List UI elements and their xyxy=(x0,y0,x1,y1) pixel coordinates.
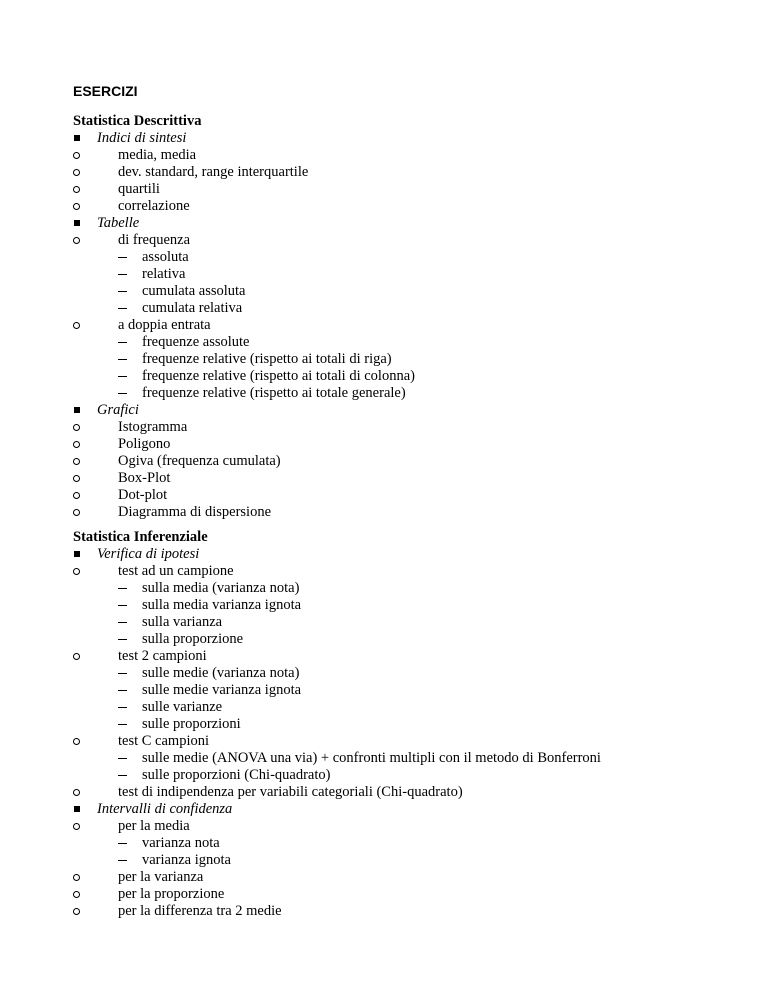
dash-bullet-icon xyxy=(118,750,130,767)
detail-row xyxy=(73,300,415,317)
topic-row xyxy=(73,546,601,563)
detail-item xyxy=(73,767,601,784)
circle-bullet-shape xyxy=(73,568,80,575)
subtopic-row xyxy=(73,317,415,334)
circle-bullet-icon xyxy=(73,419,83,436)
dash-bullet-shape xyxy=(118,758,127,759)
subtopic-row xyxy=(73,470,415,487)
subtopic-label: per la media xyxy=(118,818,190,834)
circle-bullet-icon xyxy=(73,164,83,181)
dash-bullet-icon xyxy=(118,334,130,351)
circle-bullet-shape xyxy=(73,152,80,159)
dash-bullet-shape xyxy=(118,690,127,691)
subtopic-item xyxy=(73,317,415,402)
circle-bullet-icon xyxy=(73,869,83,886)
circle-bullet-shape xyxy=(73,441,80,448)
detail-item xyxy=(73,283,415,300)
dash-bullet-icon xyxy=(118,716,130,733)
subtopic-item xyxy=(73,886,601,903)
dash-bullet-icon xyxy=(118,835,130,852)
detail-item xyxy=(73,368,415,385)
topic-item xyxy=(73,215,415,402)
detail-row xyxy=(73,852,601,869)
dash-bullet-shape xyxy=(118,291,127,292)
circle-bullet-shape xyxy=(73,891,80,898)
dash-bullet-shape xyxy=(118,274,127,275)
subtopic-item xyxy=(73,198,415,215)
dash-bullet-icon xyxy=(118,597,130,614)
circle-bullet-icon xyxy=(73,487,83,504)
detail-label: relativa xyxy=(142,266,186,282)
circle-bullet-icon xyxy=(73,181,83,198)
topic-label: Intervalli di confidenza xyxy=(97,801,233,817)
circle-bullet-icon xyxy=(73,903,83,920)
circle-bullet-icon xyxy=(73,147,83,164)
subtopic-label: dev. standard, range interquartile xyxy=(118,164,309,180)
circle-bullet-icon xyxy=(73,317,83,334)
subtopic-item xyxy=(73,436,415,453)
detail-item xyxy=(73,716,601,733)
detail-item xyxy=(73,385,415,402)
subtopic-item xyxy=(73,164,415,181)
circle-bullet-icon xyxy=(73,504,83,521)
subtopic-row xyxy=(73,869,601,886)
dash-bullet-icon xyxy=(118,249,130,266)
subtopic-list xyxy=(73,563,601,801)
dash-bullet-icon xyxy=(118,699,130,716)
detail-item xyxy=(73,334,415,351)
dash-bullet-shape xyxy=(118,588,127,589)
detail-item xyxy=(73,300,415,317)
circle-bullet-icon xyxy=(73,563,83,580)
circle-bullet-shape xyxy=(73,458,80,465)
subtopic-item xyxy=(73,784,601,801)
detail-row xyxy=(73,835,601,852)
circle-bullet-shape xyxy=(73,789,80,796)
detail-item xyxy=(73,665,601,682)
detail-row xyxy=(73,597,601,614)
circle-bullet-icon xyxy=(73,470,83,487)
subtopic-label: Poligono xyxy=(118,436,171,452)
circle-bullet-shape xyxy=(73,186,80,193)
subtopic-label: per la varianza xyxy=(118,869,204,885)
detail-label: frequenze relative (rispetto ai totale generale) xyxy=(142,385,406,401)
detail-item xyxy=(73,750,601,767)
subtopic-label: media, media xyxy=(118,147,197,163)
detail-row xyxy=(73,580,601,597)
dash-bullet-icon xyxy=(118,368,130,385)
detail-item xyxy=(73,614,601,631)
subtopic-row xyxy=(73,198,415,215)
subtopic-label: di frequenza xyxy=(118,232,191,248)
topic-row xyxy=(73,215,415,232)
detail-row xyxy=(73,767,601,784)
detail-item xyxy=(73,835,601,852)
subtopic-item xyxy=(73,419,415,436)
detail-label: sulle medie varianza ignota xyxy=(142,682,302,698)
subtopic-label: Ogiva (frequenza cumulata) xyxy=(118,453,281,469)
circle-bullet-icon xyxy=(73,733,83,750)
circle-bullet-shape xyxy=(73,874,80,881)
dash-bullet-shape xyxy=(118,639,127,640)
circle-bullet-shape xyxy=(73,322,80,329)
dash-bullet-shape xyxy=(118,724,127,725)
detail-list xyxy=(73,249,415,317)
detail-label: varianza nota xyxy=(142,835,220,851)
subtopic-label: per la proporzione xyxy=(118,886,225,902)
dash-bullet-icon xyxy=(118,351,130,368)
detail-row xyxy=(73,249,415,266)
circle-bullet-shape xyxy=(73,169,80,176)
subtopic-row xyxy=(73,164,415,181)
detail-row xyxy=(73,266,415,283)
detail-row xyxy=(73,351,415,368)
circle-bullet-shape xyxy=(73,492,80,499)
dash-bullet-shape xyxy=(118,843,127,844)
detail-label: frequenze relative (rispetto ai totali di colonna) xyxy=(142,368,415,384)
topic-row xyxy=(73,801,601,818)
subtopic-label: per la differenza tra 2 medie xyxy=(118,903,282,919)
subtopic-row xyxy=(73,487,415,504)
topic-row xyxy=(73,402,415,419)
dash-bullet-icon xyxy=(118,300,130,317)
detail-row xyxy=(73,750,601,767)
topic-label: Grafici xyxy=(97,402,139,418)
topic-label: Indici di sintesi xyxy=(97,130,187,146)
subtopic-item xyxy=(73,232,415,317)
subtopic-item xyxy=(73,453,415,470)
subtopic-row xyxy=(73,419,415,436)
subtopic-row xyxy=(73,453,415,470)
circle-bullet-icon xyxy=(73,648,83,665)
subtopic-item xyxy=(73,147,415,164)
detail-row xyxy=(73,682,601,699)
circle-bullet-shape xyxy=(73,424,80,431)
subtopic-label: Diagramma di dispersione xyxy=(118,504,272,520)
circle-bullet-shape xyxy=(73,475,80,482)
detail-item xyxy=(73,852,601,869)
subtopic-row xyxy=(73,903,601,920)
detail-list xyxy=(73,580,601,648)
detail-row xyxy=(73,385,415,402)
topic-item xyxy=(73,546,601,801)
detail-label: sulle medie (ANOVA una via) + confronti multipli con il metodo di Bonferroni xyxy=(142,750,601,766)
dash-bullet-icon xyxy=(118,614,130,631)
section-descriptive-statistics xyxy=(73,113,415,521)
square-bullet-shape xyxy=(74,407,80,413)
section-title: Statistica Descrittiva xyxy=(73,113,202,129)
detail-label: assoluta xyxy=(142,249,189,265)
dash-bullet-shape xyxy=(118,707,127,708)
dash-bullet-icon xyxy=(118,580,130,597)
section-inferential-statistics xyxy=(73,529,601,920)
square-bullet-shape xyxy=(74,220,80,226)
detail-row xyxy=(73,631,601,648)
subtopic-label: test di indipendenza per variabili categoriali (Chi-quadrato) xyxy=(118,784,463,800)
circle-bullet-shape xyxy=(73,738,80,745)
subtopic-label: correlazione xyxy=(118,198,190,214)
circle-bullet-shape xyxy=(73,237,80,244)
detail-label: frequenze relative (rispetto ai totali di riga) xyxy=(142,351,392,367)
dash-bullet-icon xyxy=(118,266,130,283)
detail-row xyxy=(73,614,601,631)
detail-row xyxy=(73,699,601,716)
dash-bullet-shape xyxy=(118,605,127,606)
topic-item xyxy=(73,801,601,920)
circle-bullet-icon xyxy=(73,886,83,903)
topic-item xyxy=(73,402,415,521)
dash-bullet-shape xyxy=(118,673,127,674)
subtopic-row xyxy=(73,436,415,453)
subtopic-label: Box-Plot xyxy=(118,470,171,486)
circle-bullet-shape xyxy=(73,908,80,915)
section-title: Statistica Inferenziale xyxy=(73,529,208,545)
square-bullet-shape xyxy=(74,135,80,141)
detail-item xyxy=(73,699,601,716)
detail-label: sulla varianza xyxy=(142,614,223,630)
dash-bullet-shape xyxy=(118,342,127,343)
subtopic-item xyxy=(73,487,415,504)
circle-bullet-shape xyxy=(73,823,80,830)
dash-bullet-icon xyxy=(118,852,130,869)
dash-bullet-icon xyxy=(118,682,130,699)
detail-row xyxy=(73,283,415,300)
detail-label: sulla media varianza ignota xyxy=(142,597,302,613)
circle-bullet-shape xyxy=(73,653,80,660)
dash-bullet-shape xyxy=(118,376,127,377)
subtopic-row xyxy=(73,733,601,750)
subtopic-item xyxy=(73,181,415,198)
subtopic-label: Istogramma xyxy=(118,419,188,435)
subtopic-row xyxy=(73,181,415,198)
dash-bullet-shape xyxy=(118,775,127,776)
dash-bullet-icon xyxy=(118,283,130,300)
subtopic-item xyxy=(73,869,601,886)
subtopic-list xyxy=(73,818,601,920)
topic-label: Verifica di ipotesi xyxy=(97,546,200,562)
detail-item xyxy=(73,597,601,614)
circle-bullet-icon xyxy=(73,818,83,835)
circle-bullet-icon xyxy=(73,453,83,470)
dash-bullet-icon xyxy=(118,767,130,784)
dash-bullet-shape xyxy=(118,257,127,258)
dash-bullet-icon xyxy=(118,385,130,402)
dash-bullet-shape xyxy=(118,393,127,394)
subtopic-item xyxy=(73,470,415,487)
detail-label: sulle medie (varianza nota) xyxy=(142,665,300,681)
subtopic-item xyxy=(73,504,415,521)
topic-row xyxy=(73,130,415,147)
detail-row xyxy=(73,716,601,733)
subtopic-row xyxy=(73,886,601,903)
circle-bullet-icon xyxy=(73,436,83,453)
detail-item xyxy=(73,580,601,597)
circle-bullet-icon xyxy=(73,232,83,249)
subtopic-list xyxy=(73,147,415,215)
dash-bullet-shape xyxy=(118,622,127,623)
detail-list xyxy=(73,835,601,869)
subtopic-row xyxy=(73,784,601,801)
detail-item xyxy=(73,682,601,699)
subtopic-item xyxy=(73,903,601,920)
dash-bullet-shape xyxy=(118,359,127,360)
subtopic-row xyxy=(73,563,601,580)
detail-label: sulle proporzioni xyxy=(142,716,241,732)
subtopic-item xyxy=(73,563,601,648)
topic-item xyxy=(73,130,415,215)
subtopic-label: Dot-plot xyxy=(118,487,168,503)
detail-label: sulle proporzioni (Chi-quadrato) xyxy=(142,767,331,783)
circle-bullet-shape xyxy=(73,509,80,516)
subtopic-row xyxy=(73,818,601,835)
detail-list xyxy=(73,750,601,784)
subtopic-label: test ad un campione xyxy=(118,563,234,579)
dash-bullet-shape xyxy=(118,308,127,309)
subtopic-label: test C campioni xyxy=(118,733,210,749)
subtopic-label: test 2 campioni xyxy=(118,648,207,664)
subtopic-label: quartili xyxy=(118,181,160,197)
subtopic-row xyxy=(73,147,415,164)
detail-label: cumulata relativa xyxy=(142,300,243,316)
subtopic-item xyxy=(73,733,601,784)
topic-list xyxy=(73,546,601,920)
dash-bullet-shape xyxy=(118,860,127,861)
detail-row xyxy=(73,665,601,682)
subtopic-item xyxy=(73,818,601,869)
detail-row xyxy=(73,368,415,385)
detail-label: cumulata assoluta xyxy=(142,283,246,299)
circle-bullet-shape xyxy=(73,203,80,210)
dash-bullet-icon xyxy=(118,631,130,648)
detail-row xyxy=(73,334,415,351)
square-bullet-shape xyxy=(74,551,80,557)
subtopic-row xyxy=(73,504,415,521)
detail-label: varianza ignota xyxy=(142,852,231,868)
square-bullet-shape xyxy=(74,806,80,812)
subtopic-row xyxy=(73,232,415,249)
circle-bullet-icon xyxy=(73,784,83,801)
subtopic-list xyxy=(73,419,415,521)
detail-label: sulla proporzione xyxy=(142,631,244,647)
detail-list xyxy=(73,665,601,733)
detail-item xyxy=(73,266,415,283)
topic-label: Tabelle xyxy=(97,215,140,231)
subtopic-row xyxy=(73,648,601,665)
subtopic-list xyxy=(73,232,415,402)
detail-label: sulle varianze xyxy=(142,699,223,715)
subtopic-label: a doppia entrata xyxy=(118,317,211,333)
topic-list xyxy=(73,130,415,521)
detail-item xyxy=(73,631,601,648)
detail-item xyxy=(73,249,415,266)
detail-item xyxy=(73,351,415,368)
circle-bullet-icon xyxy=(73,198,83,215)
detail-label: frequenze assolute xyxy=(142,334,250,350)
dash-bullet-icon xyxy=(118,665,130,682)
subtopic-item xyxy=(73,648,601,733)
detail-list xyxy=(73,334,415,402)
page-heading: ESERCIZI xyxy=(73,83,138,99)
detail-label: sulla media (varianza nota) xyxy=(142,580,300,596)
